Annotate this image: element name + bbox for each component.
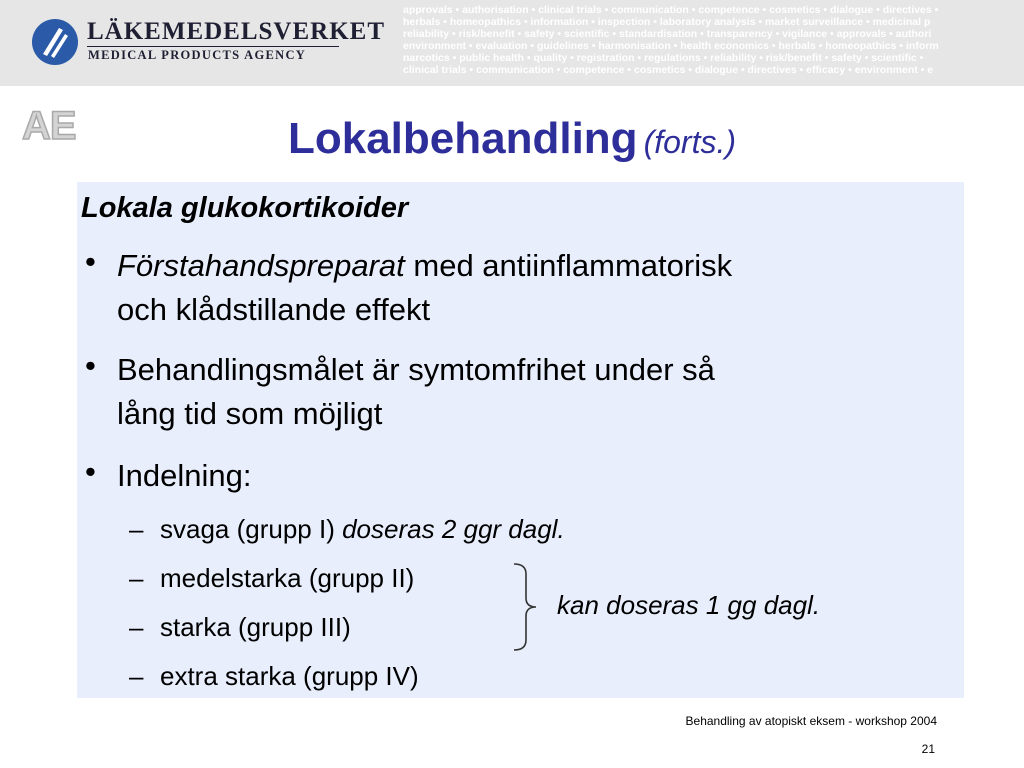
bullet-text <box>117 454 251 498</box>
sub-text-plain: svaga (grupp I) <box>160 514 343 544</box>
bullet-text <box>117 244 732 332</box>
bullet-dot: • <box>85 244 96 279</box>
bullet-dot: • <box>85 454 96 489</box>
sub-dash: – <box>129 563 144 593</box>
keyword-line: approvals • authorisation • clinical trials • communication • competence • cosmetics • dialogue • directives • <box>403 4 939 16</box>
brand-name: LÄKEMEDELSVERKET <box>87 18 386 45</box>
brace-note: kan doseras 1 gg dagl. <box>557 590 821 620</box>
bullet-italic-term: Förstahandspreparat <box>117 248 405 283</box>
sub-dash: – <box>129 514 144 544</box>
bullet-line: Behandlingsmålet är symtomfrihet under så <box>117 352 715 387</box>
title-main: Lokalbehandling <box>287 114 638 163</box>
sub-text: extra starka (grupp IV) <box>160 661 419 691</box>
bullet-line: och klådstillande effekt <box>117 292 431 327</box>
keyword-line: clinical trials • communication • competence • cosmetics • dialogue • directives • efficacy • environment • e <box>403 64 934 76</box>
keyword-line: herbals • homeopathics • information • inspection • laboratory analysis • market surveillance • medicinal p <box>403 16 931 28</box>
sub-text <box>160 514 565 545</box>
header-band <box>0 0 1024 86</box>
sub-text: medelstarka (grupp II) <box>160 563 415 593</box>
title-continued: (forts.) <box>643 124 736 160</box>
bullet-line: lång tid som möjligt <box>117 396 383 431</box>
bullet-line: med antiinflammatorisk <box>404 248 733 283</box>
sub-dash: – <box>129 612 144 642</box>
page-number: 21 <box>921 742 935 756</box>
keyword-line: narcotics • public health • quality • registration • regulations • reliability • risk/benefit • safety • scientific • <box>403 52 924 64</box>
curly-brace-icon <box>510 562 540 652</box>
brand-subtitle: MEDICAL PRODUCTS AGENCY <box>88 48 307 62</box>
brand-divider <box>87 46 339 47</box>
bullet-text <box>117 348 715 436</box>
sub-text-italic: doseras 2 ggr dagl. <box>342 514 565 544</box>
keyword-line: reliability • risk/benefit • safety • scientific • standardisation • transparency • vigilance • approvals • authori <box>403 28 932 40</box>
sub-dash: – <box>129 661 144 691</box>
content-box <box>77 182 964 698</box>
keyword-line: environment • evaluation • guidelines • harmonisation • health economics • herbals • homeopathics • inform <box>403 40 939 52</box>
keyword-watermark <box>403 4 1024 82</box>
ae-logo-mark: AE <box>22 104 76 148</box>
section-heading: Lokala glukokortikoider <box>81 192 409 224</box>
bullet-dot: • <box>85 348 96 383</box>
agency-logo-icon <box>31 18 79 66</box>
footer-text: Behandling av atopiskt eksem - workshop 2004 <box>685 714 937 728</box>
bullet-line: Indelning: <box>117 458 252 493</box>
slide-title <box>0 114 1024 164</box>
sub-text: starka (grupp III) <box>160 612 351 642</box>
